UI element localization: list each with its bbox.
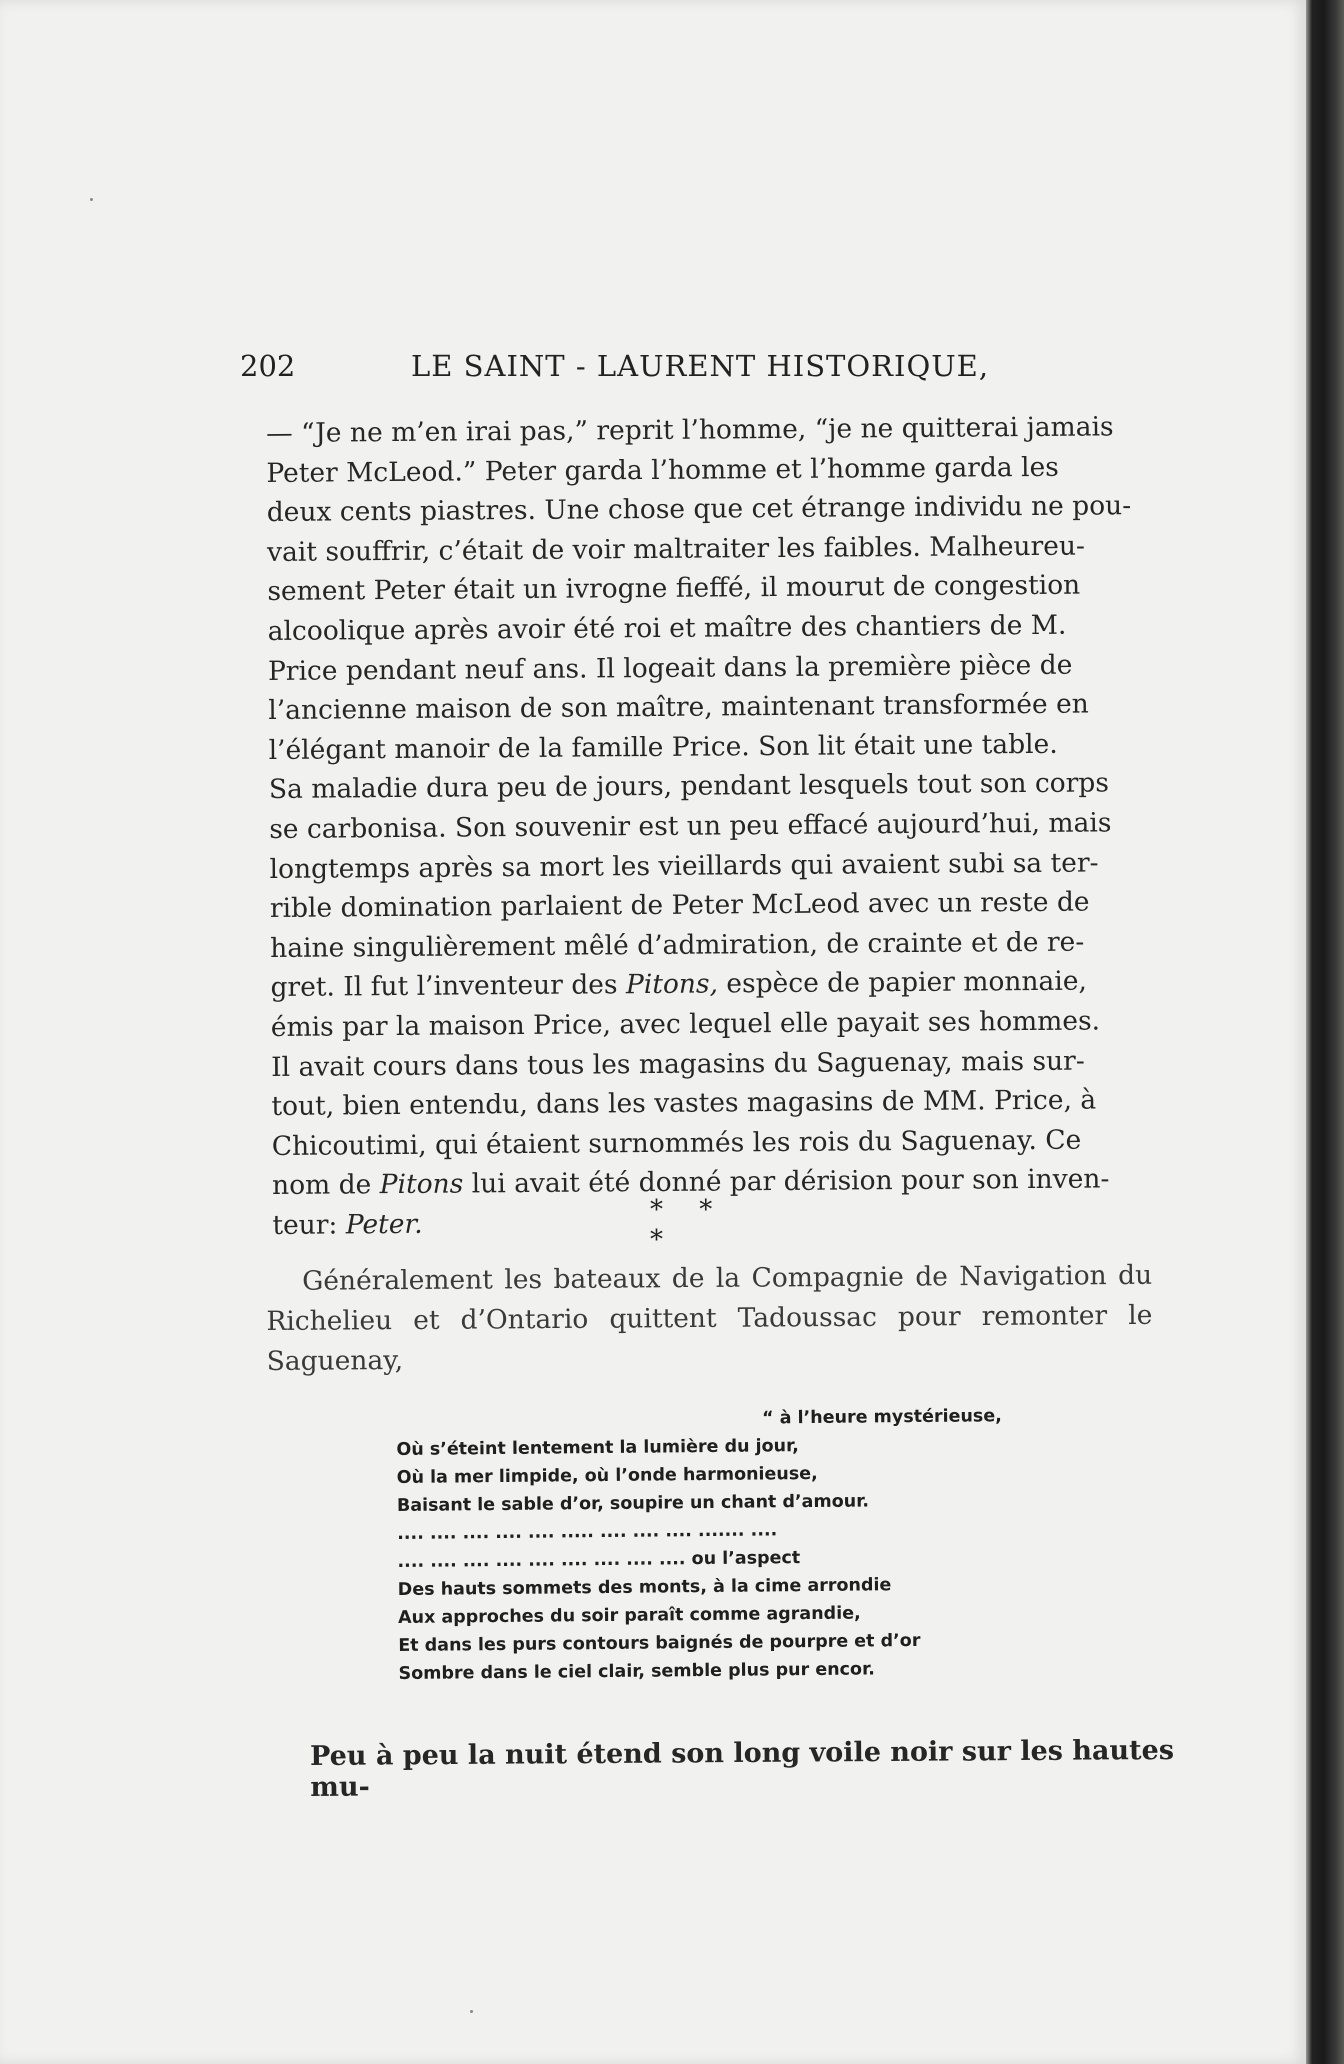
text-line: l’ancienne maison de son maître, maintenant transformée en	[268, 688, 1089, 727]
text-line: deux cents piastres. Une chose que cet étrange individu ne pou-	[266, 490, 1132, 529]
text-run: Richelieu et d’Ontario quittent Tadoussac pour remonter le	[266, 1299, 1153, 1337]
running-title: LE SAINT - LAURENT HISTORIQUE,	[411, 349, 990, 383]
text-line: Peter McLeod.” Peter garda l’homme et l’homme garda les	[266, 451, 1059, 489]
poem-line: Baisant le sable d’or, soupire un chant d’amour.	[396, 1491, 870, 1516]
closing-line: Peu à peu la nuit étend son long voile noir sur les hautes mu-	[310, 1734, 1175, 1803]
book-spine	[1306, 0, 1344, 2064]
italic-term: Pitons,	[625, 968, 719, 1001]
text-line: tout, bien entendu, dans les vastes magasins de MM. Price, à	[271, 1084, 1097, 1123]
second-paragraph	[266, 1256, 1153, 1382]
text-line: se carbonisa. Son souvenir est un peu effacé aujourd’hui, mais	[269, 807, 1112, 845]
text-run: gret. Il fut l’inventeur des	[270, 969, 627, 1004]
text-line: sement Peter était un ivrogne fieffé, il mourut de congestion	[267, 569, 1081, 608]
poem-quote	[396, 1402, 1059, 1688]
text-line: Price pendant neuf ans. Il logeait dans la première pièce de	[267, 649, 1073, 687]
paper-speck	[90, 198, 93, 201]
poem-line: Où la mer limpide, où l’onde harmonieuse,	[396, 1463, 818, 1488]
text-line: vait souffrir, c’était de voir maltraiter les faibles. Malheureu-	[266, 530, 1086, 568]
text-line: haine singulièrement mêlé d’admiration, de crainte et de re-	[270, 926, 1085, 964]
text-line: Chicoutimi, qui étaient surnommés les rois du Saguenay. Ce	[271, 1124, 1082, 1162]
poem-line: Aux approches du soir paraît comme agrandie,	[397, 1603, 861, 1628]
poem-ellipsis-line: .... .... .... .... .... ..... .... .... .... ....... ....	[397, 1520, 778, 1544]
italic-term: Pitons	[379, 1168, 464, 1201]
body-paragraph	[266, 407, 1151, 1245]
poem-ellipsis-line: .... .... .... .... .... .... .... .... .... ou l’aspect	[397, 1548, 801, 1572]
text-run: Saguenay,	[266, 1345, 404, 1377]
page-number: 202	[240, 349, 296, 383]
text-line	[270, 961, 1148, 1007]
text-line: émis par la maison Price, avec lequel elle payait ses hommes.	[270, 1005, 1101, 1043]
text-run: espèce de papier monnaie,	[717, 965, 1088, 1000]
poem-line: Et dans les purs contours baignés de pourpre et d’or	[398, 1630, 921, 1656]
poem-line: “ à l’heure mystérieuse,	[762, 1406, 1002, 1429]
text-line: l’élégant manoir de la famille Price. Son lit était une table.	[268, 728, 1058, 766]
poem-line: Des hauts sommets des monts, à la cime arrondie	[397, 1575, 892, 1600]
text-line: — “Je ne m’en irai pas,” reprit l’homme, “je ne quitterai jamais	[266, 411, 1114, 449]
poem-line: Où s’éteint lentement la lumière du jour,	[396, 1436, 799, 1460]
paper-speck	[470, 2010, 473, 2013]
text-line: Il avait cours dans tous les magasins du Saguenay, mais sur-	[271, 1045, 1085, 1083]
section-separator: * * *	[650, 1195, 727, 1255]
text-line: Sa maladie dura peu de jours, pendant lesquels tout son corps	[268, 767, 1110, 806]
text-run: nom de	[271, 1169, 380, 1202]
text-line: alcoolique après avoir été roi et maître des chantiers de M.	[267, 609, 1067, 647]
text-run: teur:	[272, 1209, 346, 1241]
italic-term: Peter.	[345, 1208, 423, 1241]
text-line: rible domination parlaient de Peter McLeod avec un reste de	[269, 886, 1090, 925]
text-run: Généralement les bateaux de la Compagnie de Navigation du	[302, 1259, 1153, 1297]
page-header	[240, 349, 1160, 393]
text-run: lui avait été donné par dérision pour son inven-	[463, 1163, 1110, 1200]
poem-line: Sombre dans le ciel clair, semble plus pur encor.	[398, 1659, 875, 1684]
text-line: longtemps après sa mort les vieillards qui avaient subi sa ter-	[269, 847, 1099, 885]
